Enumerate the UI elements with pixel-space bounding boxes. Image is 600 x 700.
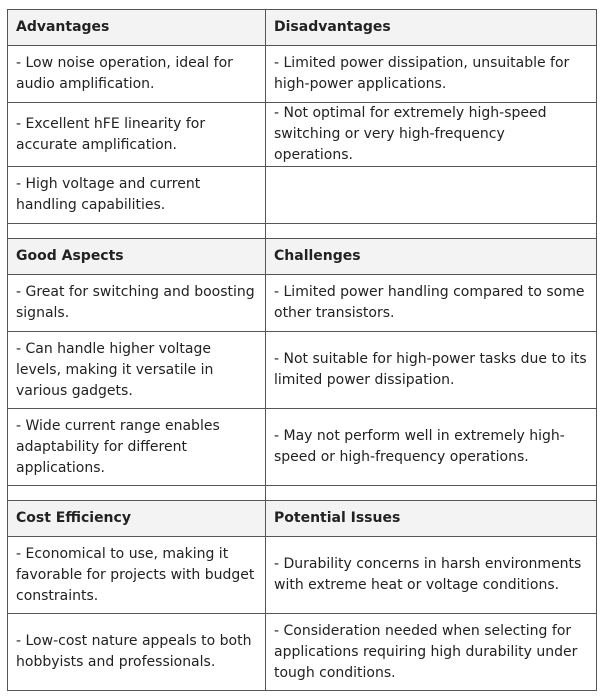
spacer-cell	[266, 486, 597, 501]
table-row	[8, 332, 597, 409]
advantages-header: Advantages	[8, 10, 266, 46]
table-row	[8, 103, 597, 167]
table-cell: - Low-cost nature appeals to both hobbyists and professionals.	[8, 614, 266, 691]
table-row	[8, 614, 597, 691]
table-row	[8, 537, 597, 614]
table-cell-empty	[266, 167, 597, 224]
table-cell: - Not suitable for high-power tasks due to its limited power dissipation.	[266, 332, 597, 409]
section-header-row	[8, 10, 597, 46]
table-cell: - Consideration needed when selecting for applications requiring high durability under tough conditions.	[266, 614, 597, 691]
table-cell: - Limited power dissipation, unsuitable for high-power applications.	[266, 46, 597, 103]
cost-efficiency-header: Cost Efficiency	[8, 501, 266, 537]
good-aspects-header: Good Aspects	[8, 239, 266, 275]
section-spacer-row	[8, 224, 597, 239]
table-cell: - Economical to use, making it favorable for projects with budget constraints.	[8, 537, 266, 614]
comparison-table-container	[7, 9, 596, 691]
spacer-cell	[8, 486, 266, 501]
table-row	[8, 167, 597, 224]
table-cell: - Great for switching and boosting signals.	[8, 275, 266, 332]
table-row	[8, 46, 597, 103]
table-row	[8, 275, 597, 332]
disadvantages-header: Disadvantages	[266, 10, 597, 46]
table-cell: - Wide current range enables adaptability for different applications.	[8, 409, 266, 486]
section-header-row	[8, 501, 597, 537]
spacer-cell	[8, 224, 266, 239]
table-cell: - Durability concerns in harsh environments with extreme heat or voltage conditions.	[266, 537, 597, 614]
table-cell: - High voltage and current handling capabilities.	[8, 167, 266, 224]
table-row	[8, 409, 597, 486]
table-cell: - Limited power handling compared to some other transistors.	[266, 275, 597, 332]
section-spacer-row	[8, 486, 597, 501]
table-cell: - May not perform well in extremely high-speed or high-frequency operations.	[266, 409, 597, 486]
comparison-table	[7, 9, 597, 691]
table-cell: - Can handle higher voltage levels, making it versatile in various gadgets.	[8, 332, 266, 409]
section-header-row	[8, 239, 597, 275]
spacer-cell	[266, 224, 597, 239]
table-cell: - Excellent hFE linearity for accurate amplification.	[8, 103, 266, 167]
table-cell: - Not optimal for extremely high-speed switching or very high-frequency operations.	[266, 103, 597, 167]
table-cell: - Low noise operation, ideal for audio amplification.	[8, 46, 266, 103]
potential-issues-header: Potential Issues	[266, 501, 597, 537]
challenges-header: Challenges	[266, 239, 597, 275]
